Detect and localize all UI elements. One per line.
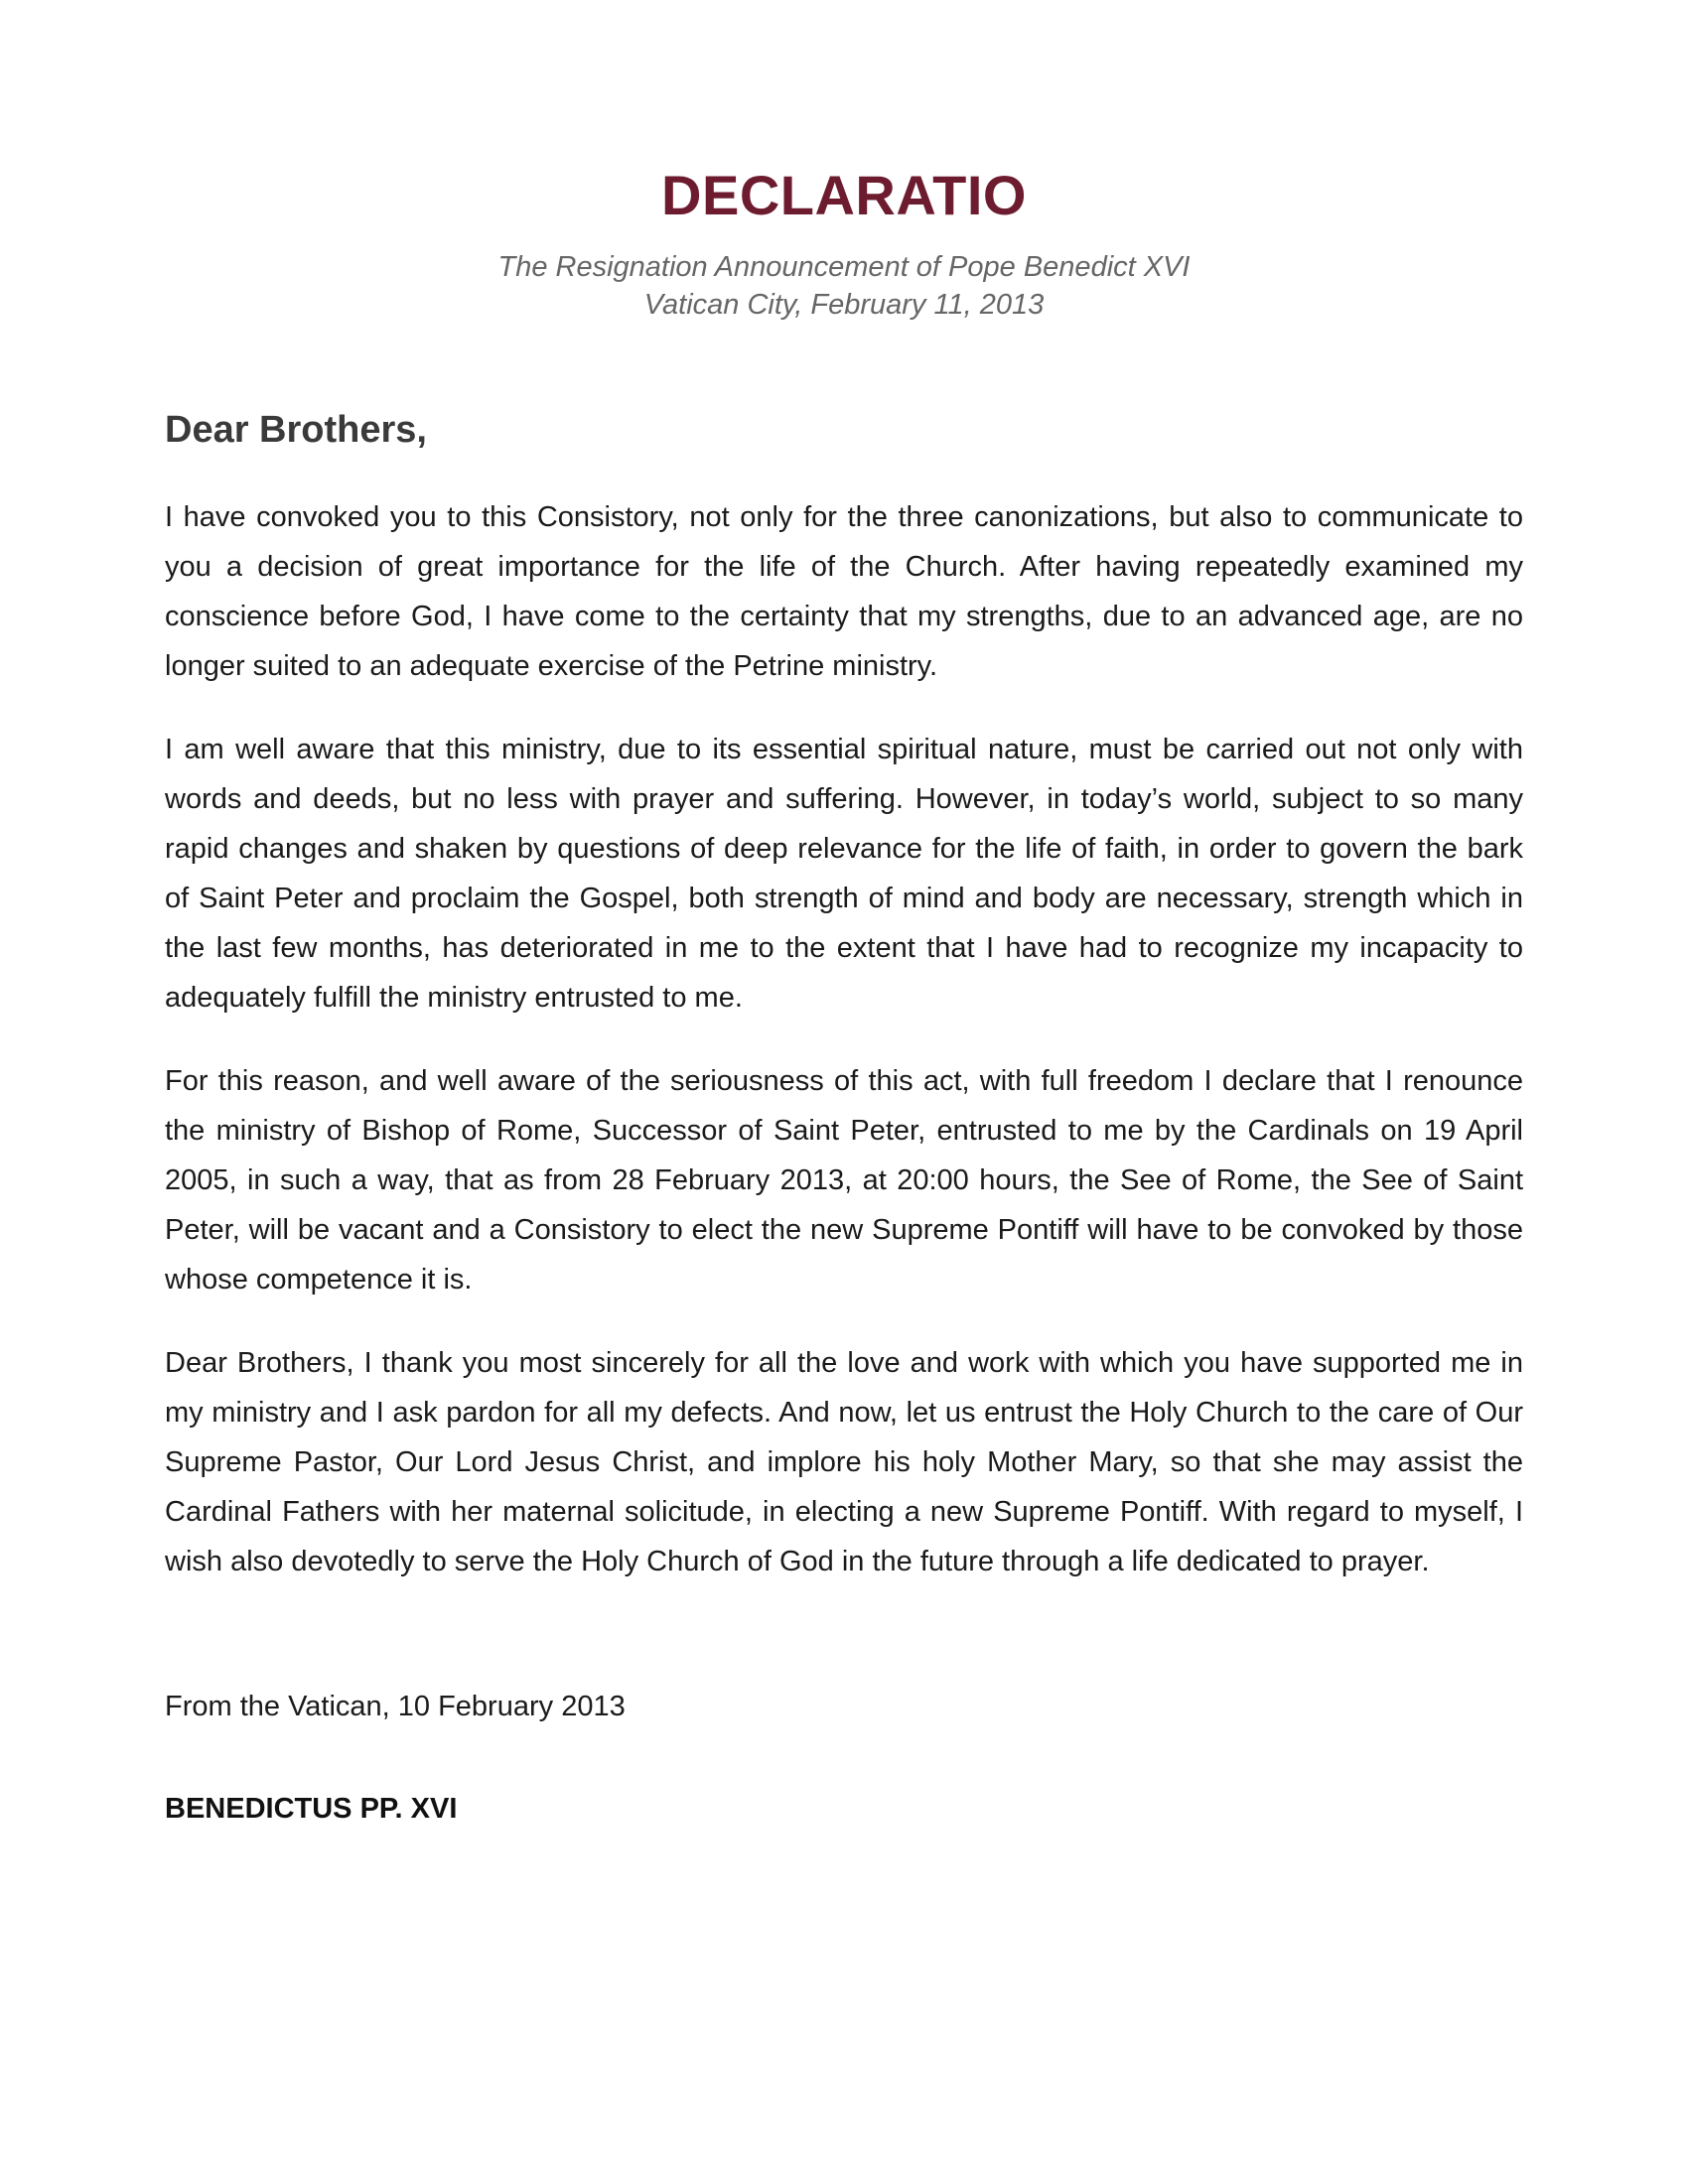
closing-line: From the Vatican, 10 February 2013: [165, 1691, 626, 1722]
subtitle-line-2: Vatican City, February 11, 2013: [643, 289, 1045, 321]
paragraph-1: I have convoked you to this Consistory, not only for the three canonizations, but also to communicate to you a decision of great importance for the life of the Church. After having repeatedly examined my conscience before God, I have come to the certainty that my strengths, due to an advanced age, are no longer suited to an adequate exercise of the Petrine ministry.: [165, 501, 1523, 682]
document-title: DECLARATIO: [661, 164, 1027, 226]
document-subtitle: [165, 248, 1523, 324]
signature: BENEDICTUS PP. XVI: [165, 1793, 458, 1825]
paragraph-2: I am well aware that this ministry, due to its essential spiritual nature, must be carried out not only with words and deeds, but no less with prayer and suffering. However, in today’s world, subject to so many rapid changes and shaken by questions of deep relevance for the life of faith, in order to govern the bark of Saint Peter and proclaim the Gospel, both strength of mind and body are necessary, strength which in the last few months, has deteriorated in me to the extent that I have had to recognize my incapacity to adequately fulfill the ministry entrusted to me.: [165, 734, 1523, 1014]
paragraph-3: For this reason, and well aware of the seriousness of this act, with full freedom I declare that I renounce the ministry of Bishop of Rome, Successor of Saint Peter, entrusted to me by the Cardinals on 19 April 2005, in such a way, that as from 28 February 2013, at 20:00 hours, the See of Rome, the See of Saint Peter, will be vacant and a Consistory to elect the new Supreme Pontiff will have to be convoked by those whose competence it is.: [165, 1065, 1523, 1296]
salutation-heading: Dear Brothers,: [165, 409, 427, 451]
letter-body: [165, 492, 1523, 1620]
subtitle-line-1: The Resignation Announcement of Pope Benedict XVI: [497, 251, 1191, 283]
paragraph-4: Dear Brothers, I thank you most sincerely for all the love and work with which you have supported me in my ministry and I ask pardon for all my defects. And now, let us entrust the Holy Church to the care of Our Supreme Pastor, Our Lord Jesus Christ, and implore his holy Mother Mary, so that she may assist the Cardinal Fathers with her maternal solicitude, in electing a new Supreme Pontiff. With regard to myself, I wish also devotedly to serve the Holy Church of God in the future through a life dedicated to prayer.: [165, 1347, 1523, 1577]
